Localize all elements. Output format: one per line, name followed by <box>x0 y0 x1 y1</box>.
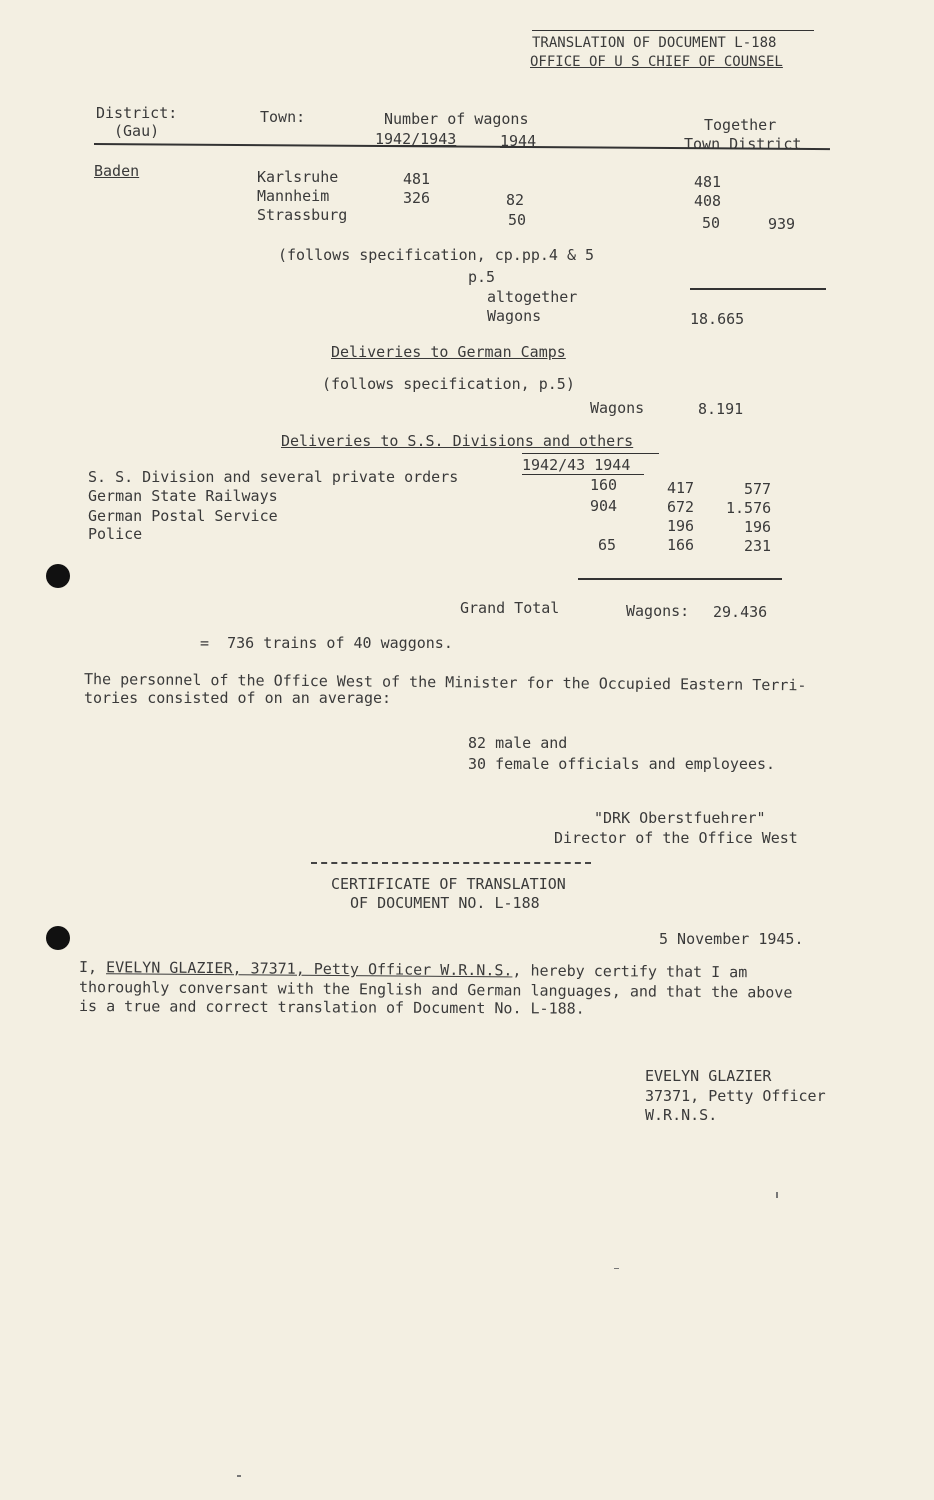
ss-row-label: S. S. Division and several private orders <box>88 468 459 486</box>
mannheim-1944: 82 <box>506 191 525 209</box>
col-wagons-label: Number of wagons <box>384 110 529 128</box>
karlsruhe-1942: 481 <box>403 170 431 188</box>
baden-district-total: 939 <box>768 215 796 233</box>
translator-name: EVELYN GLAZIER, 37371, Petty Officer W.R.N.S. <box>106 958 513 980</box>
punch-hole <box>46 926 70 950</box>
ss-heading: Deliveries to S.S. Divisions and others <box>281 432 634 450</box>
subtotal-rule <box>690 288 826 290</box>
col-together-label: Together <box>704 116 777 134</box>
ss-row-total: 577 <box>744 480 772 498</box>
mannheim-1942: 326 <box>403 189 431 207</box>
karlsruhe-total: 481 <box>694 173 722 191</box>
spec-note: (follows specification, cp.pp.4 & 5 <box>278 246 595 264</box>
certificate-text-line-3: is a true and correct translation of Document No. L-188. <box>78 997 585 1018</box>
signature-name: "DRK Oberstfuehrer" <box>594 809 766 827</box>
ss-heading-rule <box>522 453 659 454</box>
header-line-2: OFFICE OF U S CHIEF OF COUNSEL <box>530 54 783 70</box>
col-year-1: 1942/1943 <box>375 130 457 148</box>
signer-rank: 37371, Petty Officer <box>645 1087 826 1105</box>
camps-total: 8.191 <box>698 400 744 418</box>
mannheim-total: 408 <box>694 192 722 210</box>
paper-speck <box>237 1475 241 1477</box>
railways-total: 1.576 <box>726 499 772 517</box>
camps-wagons-label: Wagons <box>590 399 645 417</box>
col-together-sub: Town District <box>684 135 802 153</box>
postal-1944: 196 <box>667 517 695 535</box>
certificate-date: 5 November 1945. <box>659 930 804 948</box>
punch-hole <box>46 564 70 588</box>
camps-heading: Deliveries to German Camps <box>331 343 566 361</box>
spec-page: p.5 <box>468 268 496 286</box>
town-strassburg: Strassburg <box>257 206 348 224</box>
grand-total-rule <box>578 578 782 580</box>
certificate-text-line-2: thoroughly conversant with the English and German languages, and that the above <box>78 978 793 1002</box>
railways-label: German State Railways <box>88 487 278 505</box>
personnel-line-1: The personnel of the Office West of the Minister for the Occupied Eastern Terri- <box>83 670 807 695</box>
signature-title: Director of the Office West <box>554 829 798 847</box>
grand-total-label: Grand Total <box>460 599 560 617</box>
ss-row-1942: 160 <box>590 476 618 494</box>
personnel-line-2: tories consisted of on an average: <box>84 689 392 707</box>
town-karlsruhe: Karlsruhe <box>257 168 339 186</box>
col-town-label: Town: <box>260 108 306 126</box>
certificate-prefix: I, <box>78 958 107 977</box>
altogether-wagons-label: Wagons <box>487 307 542 325</box>
railways-1942: 904 <box>590 497 618 515</box>
personnel-male: 82 male and <box>468 734 568 752</box>
grand-total-value: 29.436 <box>713 603 768 621</box>
col-district-sub: (Gau) <box>114 122 160 140</box>
ss-years: 1942/43 1944 <box>522 456 631 474</box>
personnel-female: 30 female officials and employees. <box>468 755 776 773</box>
certificate-line-1-rest: , hereby certify that I am <box>512 961 748 982</box>
header-top-rule <box>532 30 814 31</box>
police-label: Police <box>88 525 143 543</box>
police-1942: 65 <box>598 536 617 554</box>
police-1944: 166 <box>667 536 695 554</box>
altogether-label: altogether <box>487 288 578 306</box>
postal-total: 196 <box>744 518 772 536</box>
camps-note: (follows specification, p.5) <box>322 375 575 393</box>
signer-unit: W.R.N.S. <box>645 1106 718 1124</box>
altogether-total: 18.665 <box>690 310 745 328</box>
signer-name: EVELYN GLAZIER <box>645 1067 772 1085</box>
railways-1944: 672 <box>667 498 695 516</box>
col-district-label: District: <box>96 104 178 122</box>
certificate-heading-1: CERTIFICATE OF TRANSLATION <box>331 875 566 893</box>
town-mannheim: Mannheim <box>257 187 330 205</box>
col-year-2: 1944 <box>500 132 537 150</box>
strassburg-total: 50 <box>702 214 721 232</box>
district-baden: Baden <box>94 162 140 180</box>
strassburg-1944: 50 <box>508 211 527 229</box>
police-total: 231 <box>744 537 772 555</box>
paper-speck <box>614 1268 619 1269</box>
postal-label: German Postal Service <box>88 507 278 525</box>
ss-years-rule <box>522 474 644 475</box>
certificate-heading-2: OF DOCUMENT NO. L-188 <box>350 894 540 912</box>
header-line-1: TRANSLATION OF DOCUMENT L-188 <box>532 35 777 51</box>
ss-row-1944: 417 <box>667 479 695 497</box>
trains-note: = 736 trains of 40 waggons. <box>200 634 453 652</box>
section-divider <box>311 862 591 864</box>
paper-speck <box>776 1192 778 1198</box>
grand-total-wagons-label: Wagons: <box>626 602 690 620</box>
